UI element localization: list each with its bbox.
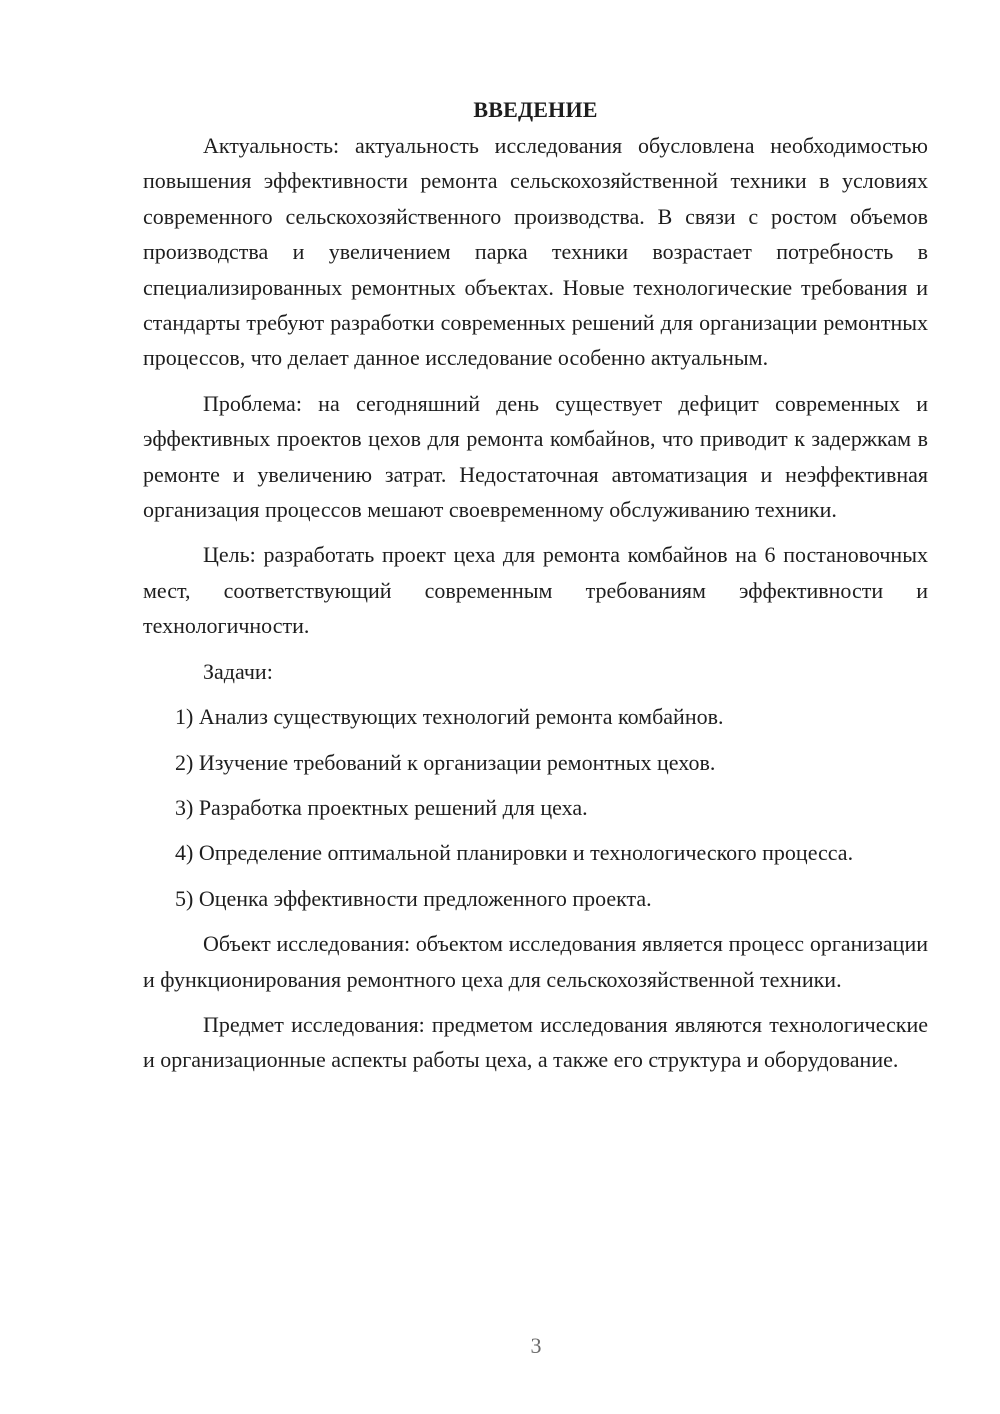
goal-paragraph: Цель: разработать проект цеха для ремонта комбайнов на 6 постановочных мест, соответствующий современным требованиям эффективности и технологичности. (143, 542, 928, 639)
object-paragraph: Объект исследования: объектом исследования является процесс организации и функционирования ремонтного цеха для сельскохозяйственной техники. (143, 931, 928, 992)
task-item-5: 5) Оценка эффективности предложенного проекта. (175, 885, 652, 911)
relevance-paragraph: Актуальность: актуальность исследования обусловлена необходимостью повышения эффективности ремонта сельскохозяйственной техники в условиях современного сельскохозяйственного производства. В связи с ростом объемов производства и увеличением парка техники возрастает потребность в специализированных ремонтных объектах. Новые технологические требования и стандарты требуют разработки современных решений для организации ремонтных процессов, что делает данное исследование особенно актуальным. (143, 133, 928, 371)
tasks-heading: Задачи: (203, 658, 273, 684)
problem-paragraph: Проблема: на сегодняшний день существует дефицит современных и эффективных проектов цехов для ремонта комбайнов, что приводит к задержкам в ремонте и увеличению затрат. Недостаточная автоматизация и неэффективная организация процессов мешают своевременному обслуживанию техники. (143, 390, 928, 523)
task-item-3: 3) Разработка проектных решений для цеха. (175, 794, 588, 820)
document-body (143, 92, 928, 1088)
task-item-1: 1) Анализ существующих технологий ремонта комбайнов. (175, 704, 724, 730)
page-number: 3 (530, 1333, 542, 1358)
section-title: ВВЕДЕНИЕ (473, 97, 598, 122)
task-item-2: 2) Изучение требований к организации ремонтных цехов. (175, 749, 716, 775)
subject-paragraph: Предмет исследования: предметом исследования являются технологические и организационные аспекты работы цеха, а также его структура и оборудование. (143, 1011, 928, 1073)
task-item-4: 4) Определение оптимальной планировки и технологического процесса. (175, 840, 854, 866)
